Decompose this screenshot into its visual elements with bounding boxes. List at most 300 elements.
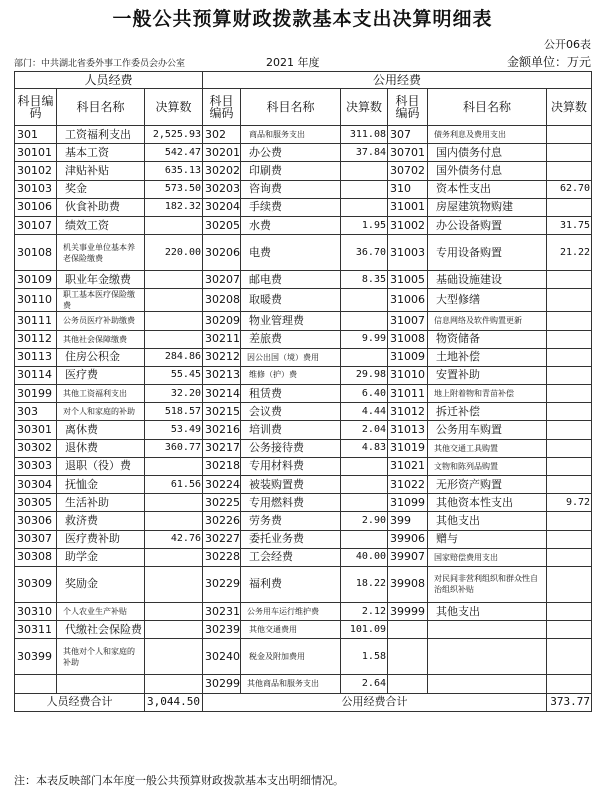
name-cell: 离休费: [57, 421, 145, 439]
name-cell: 福利费: [241, 566, 341, 602]
table-row: [15, 235, 592, 271]
code-cell: 30106: [15, 198, 57, 216]
amount-cell: 220.00: [145, 235, 203, 271]
table-row: [15, 348, 592, 366]
name-cell: 其他工资福利支出: [57, 385, 145, 403]
code-cell: 31019: [388, 439, 428, 457]
name-cell: 办公费: [241, 144, 341, 162]
table-row: [15, 126, 592, 144]
amount-cell: [547, 675, 592, 693]
code-cell: 30231: [203, 602, 241, 620]
name-cell: 公务用车运行维护费: [241, 602, 341, 620]
amount-cell: 55.45: [145, 366, 203, 384]
name-cell: 代缴社会保险费: [57, 621, 145, 639]
header-amount: 决算数: [547, 89, 592, 126]
amount-cell: [547, 476, 592, 494]
code-cell: 30224: [203, 476, 241, 494]
table-row: [15, 289, 592, 312]
name-cell: 住房公积金: [57, 348, 145, 366]
name-cell: 税金及附加费用: [241, 639, 341, 675]
name-cell: 电费: [241, 235, 341, 271]
amount-cell: [547, 602, 592, 620]
header-amount: 决算数: [341, 89, 388, 126]
name-cell: [428, 621, 547, 639]
name-cell: 医疗费补助: [57, 530, 145, 548]
page-title: 一般公共预算财政拨款基本支出决算明细表: [112, 8, 493, 30]
amount-cell: [145, 621, 203, 639]
amount-cell: 21.22: [547, 235, 592, 271]
table-row: [15, 566, 592, 602]
code-cell: 39907: [388, 548, 428, 566]
header-name: 科目名称: [241, 89, 341, 126]
code-cell: 30199: [15, 385, 57, 403]
table-row: [15, 198, 592, 216]
name-cell: 工资福利支出: [57, 126, 145, 144]
group-public: 公用经费: [203, 72, 592, 89]
amount-cell: 1.95: [341, 216, 388, 234]
name-cell: 其他资本性支出: [428, 494, 547, 512]
name-cell: 取暖费: [241, 289, 341, 312]
amount-cell: 542.47: [145, 144, 203, 162]
code-cell: 30212: [203, 348, 241, 366]
table-row: [15, 675, 592, 693]
name-cell: 租赁费: [241, 385, 341, 403]
amount-cell: [547, 366, 592, 384]
code-cell: 30103: [15, 180, 57, 198]
table-code: 公开06表: [544, 38, 591, 51]
amount-cell: [341, 289, 388, 312]
code-cell: 30110: [15, 289, 57, 312]
table-row: [15, 457, 592, 475]
amount-cell: [547, 348, 592, 366]
code-cell: 399: [388, 512, 428, 530]
name-cell: 医疗费: [57, 366, 145, 384]
code-cell: 30399: [15, 639, 57, 675]
code-cell: 30107: [15, 216, 57, 234]
table-row: [15, 421, 592, 439]
amount-cell: 1.58: [341, 639, 388, 675]
code-cell: 303: [15, 403, 57, 421]
table-row: [15, 494, 592, 512]
amount-cell: [341, 162, 388, 180]
table-row: [15, 548, 592, 566]
amount-cell: [145, 216, 203, 234]
name-cell: 奖励金: [57, 566, 145, 602]
group-header-row: [15, 72, 592, 89]
amount-cell: [547, 385, 592, 403]
amount-cell: 2.04: [341, 421, 388, 439]
name-cell: 水费: [241, 216, 341, 234]
amount-cell: 9.72: [547, 494, 592, 512]
code-cell: 31001: [388, 198, 428, 216]
code-cell: 30204: [203, 198, 241, 216]
name-cell: 职工基本医疗保险缴费: [57, 289, 145, 312]
name-cell: 国内债务付息: [428, 144, 547, 162]
public-total-value: 373.77: [547, 693, 592, 711]
amount-cell: [341, 180, 388, 198]
code-cell: 30207: [203, 271, 241, 289]
amount-cell: 182.32: [145, 198, 203, 216]
amount-cell: 573.50: [145, 180, 203, 198]
name-cell: 维修（护）费: [241, 366, 341, 384]
table-row: [15, 180, 592, 198]
name-cell: 公务用车购置: [428, 421, 547, 439]
name-cell: 赠与: [428, 530, 547, 548]
name-cell: 退职（役）费: [57, 457, 145, 475]
code-cell: 30308: [15, 548, 57, 566]
header-code: 科目编码: [15, 89, 57, 126]
code-cell: 30307: [15, 530, 57, 548]
amount-cell: [547, 621, 592, 639]
code-cell: 31010: [388, 366, 428, 384]
name-cell: 债务利息及费用支出: [428, 126, 547, 144]
code-cell: 30208: [203, 289, 241, 312]
personnel-total-value: 3,044.50: [145, 693, 203, 711]
amount-cell: [145, 271, 203, 289]
code-cell: 30209: [203, 312, 241, 330]
code-cell: 30216: [203, 421, 241, 439]
name-cell: 助学金: [57, 548, 145, 566]
name-cell: 房屋建筑物购建: [428, 198, 547, 216]
code-cell: 39906: [388, 530, 428, 548]
code-cell: 30302: [15, 439, 57, 457]
table-row: [15, 162, 592, 180]
name-cell: 对民间非营利组织和群众性自治组织补贴: [428, 566, 547, 602]
name-cell: 国外债务付息: [428, 162, 547, 180]
name-cell: 信息网络及软件购置更新: [428, 312, 547, 330]
amount-cell: 61.56: [145, 476, 203, 494]
amount-cell: 37.84: [341, 144, 388, 162]
amount-cell: [547, 126, 592, 144]
amount-cell: [341, 198, 388, 216]
amount-cell: [341, 348, 388, 366]
amount-cell: 31.75: [547, 216, 592, 234]
amount-cell: 29.98: [341, 366, 388, 384]
amount-cell: [547, 312, 592, 330]
name-cell: 奖金: [57, 180, 145, 198]
amount-cell: [547, 639, 592, 675]
amount-cell: [341, 494, 388, 512]
code-cell: [388, 621, 428, 639]
code-cell: 31002: [388, 216, 428, 234]
amount-cell: [547, 289, 592, 312]
amount-cell: [341, 312, 388, 330]
name-cell: 商品和服务支出: [241, 126, 341, 144]
code-cell: 31009: [388, 348, 428, 366]
code-cell: 30702: [388, 162, 428, 180]
expenditure-table: [14, 71, 592, 712]
department-label: 部门：中共湖北省委外事工作委员会办公室: [14, 59, 186, 69]
code-cell: 30309: [15, 566, 57, 602]
name-cell: 手续费: [241, 198, 341, 216]
amount-cell: 4.83: [341, 439, 388, 457]
name-cell: 对个人和家庭的补助: [57, 403, 145, 421]
name-cell: 抚恤金: [57, 476, 145, 494]
table-row: [15, 330, 592, 348]
name-cell: 国家赔偿费用支出: [428, 548, 547, 566]
amount-cell: 2.90: [341, 512, 388, 530]
code-cell: 31012: [388, 403, 428, 421]
code-cell: 31007: [388, 312, 428, 330]
name-cell: 公务接待费: [241, 439, 341, 457]
amount-cell: [547, 198, 592, 216]
name-cell: 其他对个人和家庭的补助: [57, 639, 145, 675]
amount-cell: [145, 330, 203, 348]
amount-cell: [145, 494, 203, 512]
code-cell: 30214: [203, 385, 241, 403]
code-cell: 30304: [15, 476, 57, 494]
name-cell: 其他交通费用: [241, 621, 341, 639]
code-cell: 31013: [388, 421, 428, 439]
table-row: [15, 403, 592, 421]
name-cell: 安置补助: [428, 366, 547, 384]
name-cell: 专用燃料费: [241, 494, 341, 512]
name-cell: 专用设备购置: [428, 235, 547, 271]
amount-cell: [547, 439, 592, 457]
code-cell: 31005: [388, 271, 428, 289]
code-cell: 30311: [15, 621, 57, 639]
amount-cell: [145, 512, 203, 530]
amount-cell: 360.77: [145, 439, 203, 457]
amount-cell: [547, 421, 592, 439]
totals-row: [15, 693, 592, 711]
name-cell: 退休费: [57, 439, 145, 457]
name-cell: 其他商品和服务支出: [241, 675, 341, 693]
name-cell: [428, 675, 547, 693]
amount-cell: [145, 289, 203, 312]
table-row: [15, 144, 592, 162]
name-cell: [57, 675, 145, 693]
code-cell: [388, 675, 428, 693]
header-amount: 决算数: [145, 89, 203, 126]
code-cell: 30202: [203, 162, 241, 180]
code-cell: [388, 639, 428, 675]
header-code: 科目编码: [203, 89, 241, 126]
amount-cell: [547, 162, 592, 180]
name-cell: 邮电费: [241, 271, 341, 289]
name-cell: 土地补偿: [428, 348, 547, 366]
code-cell: 302: [203, 126, 241, 144]
table-row: [15, 312, 592, 330]
amount-cell: 311.08: [341, 126, 388, 144]
name-cell: 印刷费: [241, 162, 341, 180]
code-cell: 30701: [388, 144, 428, 162]
personnel-total-label: 人员经费合计: [15, 693, 145, 711]
amount-cell: 18.22: [341, 566, 388, 602]
code-cell: 30113: [15, 348, 57, 366]
amount-cell: [341, 476, 388, 494]
name-cell: 个人农业生产补贴: [57, 602, 145, 620]
table-row: [15, 439, 592, 457]
name-cell: 无形资产购置: [428, 476, 547, 494]
name-cell: 其他交通工具购置: [428, 439, 547, 457]
code-cell: 30299: [203, 675, 241, 693]
code-cell: [15, 675, 57, 693]
amount-cell: 2,525.93: [145, 126, 203, 144]
code-cell: 30203: [203, 180, 241, 198]
amount-cell: 6.40: [341, 385, 388, 403]
amount-cell: [547, 548, 592, 566]
name-cell: 专用材料费: [241, 457, 341, 475]
name-cell: 机关事业单位基本养老保险缴费: [57, 235, 145, 271]
amount-cell: 4.44: [341, 403, 388, 421]
name-cell: 绩效工资: [57, 216, 145, 234]
code-cell: 30108: [15, 235, 57, 271]
table-row: [15, 621, 592, 639]
code-cell: 31006: [388, 289, 428, 312]
amount-cell: 2.64: [341, 675, 388, 693]
name-cell: 基础设施建设: [428, 271, 547, 289]
name-cell: 生活补助: [57, 494, 145, 512]
amount-cell: [547, 144, 592, 162]
code-cell: 30211: [203, 330, 241, 348]
table-row: [15, 385, 592, 403]
year-label: 2021 年度: [266, 56, 320, 69]
amount-cell: [547, 512, 592, 530]
amount-cell: [145, 566, 203, 602]
amount-cell: [547, 403, 592, 421]
amount-cell: 101.09: [341, 621, 388, 639]
name-cell: 地上附着物和青苗补偿: [428, 385, 547, 403]
code-cell: 307: [388, 126, 428, 144]
code-cell: 39999: [388, 602, 428, 620]
table-row: [15, 530, 592, 548]
code-cell: 30301: [15, 421, 57, 439]
name-cell: 培训费: [241, 421, 341, 439]
amount-cell: 2.12: [341, 602, 388, 620]
name-cell: 伙食补助费: [57, 198, 145, 216]
table-row: [15, 476, 592, 494]
column-header-row: [15, 89, 592, 126]
code-cell: 30227: [203, 530, 241, 548]
code-cell: 30310: [15, 602, 57, 620]
code-cell: 301: [15, 126, 57, 144]
code-cell: 31011: [388, 385, 428, 403]
name-cell: 大型修缮: [428, 289, 547, 312]
amount-cell: [547, 271, 592, 289]
amount-cell: 284.86: [145, 348, 203, 366]
code-cell: 31022: [388, 476, 428, 494]
amount-cell: 8.35: [341, 271, 388, 289]
amount-cell: [145, 548, 203, 566]
code-cell: 30215: [203, 403, 241, 421]
code-cell: 31008: [388, 330, 428, 348]
code-cell: 30213: [203, 366, 241, 384]
code-cell: 31099: [388, 494, 428, 512]
name-cell: 其他社会保障缴费: [57, 330, 145, 348]
code-cell: 30303: [15, 457, 57, 475]
header-name: 科目名称: [428, 89, 547, 126]
name-cell: 职业年金缴费: [57, 271, 145, 289]
name-cell: 差旅费: [241, 330, 341, 348]
amount-cell: [145, 639, 203, 675]
amount-cell: 62.70: [547, 180, 592, 198]
name-cell: 津贴补贴: [57, 162, 145, 180]
name-cell: 咨询费: [241, 180, 341, 198]
name-cell: 委托业务费: [241, 530, 341, 548]
code-cell: 30306: [15, 512, 57, 530]
amount-cell: 40.00: [341, 548, 388, 566]
code-cell: 30228: [203, 548, 241, 566]
code-cell: 30226: [203, 512, 241, 530]
table-row: [15, 216, 592, 234]
name-cell: 办公设备购置: [428, 216, 547, 234]
header-name: 科目名称: [57, 89, 145, 126]
amount-cell: 42.76: [145, 530, 203, 548]
code-cell: 30102: [15, 162, 57, 180]
name-cell: 救济费: [57, 512, 145, 530]
amount-cell: 518.57: [145, 403, 203, 421]
name-cell: 物业管理费: [241, 312, 341, 330]
name-cell: 资本性支出: [428, 180, 547, 198]
table-row: [15, 602, 592, 620]
name-cell: 基本工资: [57, 144, 145, 162]
amount-cell: [341, 457, 388, 475]
code-cell: 30218: [203, 457, 241, 475]
public-total-label: 公用经费合计: [203, 693, 547, 711]
amount-cell: [145, 457, 203, 475]
code-cell: 30205: [203, 216, 241, 234]
name-cell: 拆迁补偿: [428, 403, 547, 421]
code-cell: 30305: [15, 494, 57, 512]
amount-cell: 9.99: [341, 330, 388, 348]
code-cell: 30112: [15, 330, 57, 348]
code-cell: 30206: [203, 235, 241, 271]
amount-cell: 53.49: [145, 421, 203, 439]
amount-cell: [547, 530, 592, 548]
name-cell: 公务员医疗补助缴费: [57, 312, 145, 330]
code-cell: 30101: [15, 144, 57, 162]
table-row: [15, 366, 592, 384]
code-cell: 39908: [388, 566, 428, 602]
table-row: [15, 512, 592, 530]
name-cell: 劳务费: [241, 512, 341, 530]
name-cell: 其他支出: [428, 602, 547, 620]
code-cell: 30109: [15, 271, 57, 289]
code-cell: 30239: [203, 621, 241, 639]
table-row: [15, 639, 592, 675]
name-cell: [428, 639, 547, 675]
code-cell: 30114: [15, 366, 57, 384]
group-personnel: 人员经费: [15, 72, 203, 89]
code-cell: 31003: [388, 235, 428, 271]
amount-cell: [547, 330, 592, 348]
code-cell: 30201: [203, 144, 241, 162]
amount-cell: 32.20: [145, 385, 203, 403]
code-cell: 30229: [203, 566, 241, 602]
name-cell: 文物和陈列品购置: [428, 457, 547, 475]
amount-cell: [341, 530, 388, 548]
amount-cell: [145, 602, 203, 620]
code-cell: 30217: [203, 439, 241, 457]
code-cell: 30225: [203, 494, 241, 512]
amount-cell: [547, 457, 592, 475]
name-cell: 被装购置费: [241, 476, 341, 494]
code-cell: 30240: [203, 639, 241, 675]
name-cell: 物资储备: [428, 330, 547, 348]
code-cell: 310: [388, 180, 428, 198]
amount-cell: 635.13: [145, 162, 203, 180]
name-cell: 因公出国（境）费用: [241, 348, 341, 366]
name-cell: 其他支出: [428, 512, 547, 530]
name-cell: 会议费: [241, 403, 341, 421]
unit-label: 金额单位：万元: [506, 55, 591, 69]
amount-cell: [145, 675, 203, 693]
header-code: 科目编码: [388, 89, 428, 126]
amount-cell: 36.70: [341, 235, 388, 271]
amount-cell: [145, 312, 203, 330]
name-cell: 工会经费: [241, 548, 341, 566]
